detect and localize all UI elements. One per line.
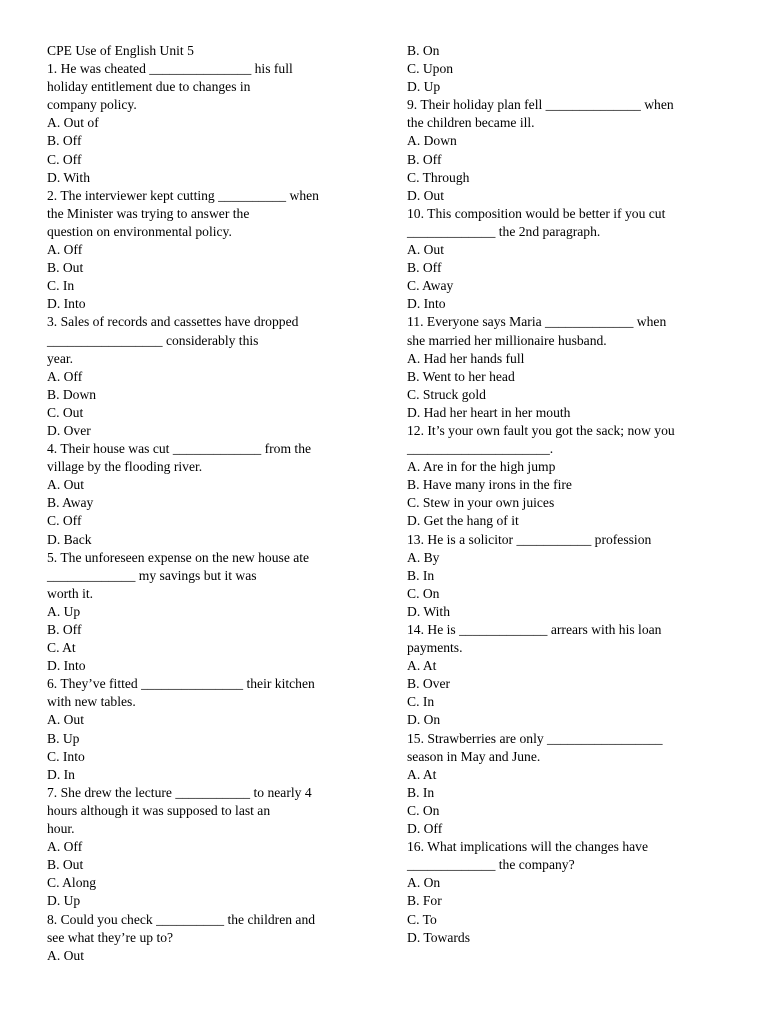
text-line: D. Out bbox=[407, 187, 445, 203]
text-line: season in May and June. bbox=[407, 748, 541, 764]
text-line: holiday entitlement due to changes in bbox=[47, 79, 251, 95]
text-line: worth it. bbox=[47, 585, 94, 601]
text-line: D. Over bbox=[47, 422, 91, 438]
text-line: D. Into bbox=[47, 658, 86, 674]
text-line: year. bbox=[47, 350, 74, 366]
text-line: 13. He is a solicitor ___________ profession bbox=[407, 531, 652, 547]
text-line: 9. Their holiday plan fell ______________ when bbox=[407, 97, 674, 113]
text-line: _____________ my savings but it was bbox=[47, 567, 257, 583]
text-line: C. On bbox=[407, 585, 440, 601]
text-line: D. Towards bbox=[407, 929, 470, 945]
text-line: C. In bbox=[47, 278, 75, 294]
text-line: C. Stew in your own juices bbox=[407, 495, 555, 511]
text-line: C. Upon bbox=[407, 61, 454, 77]
text-line: C. In bbox=[407, 694, 435, 710]
text-line: D. Back bbox=[47, 531, 92, 547]
text-line: B. On bbox=[407, 43, 440, 58]
text-line: A. By bbox=[407, 549, 440, 565]
text-line: B. Over bbox=[407, 676, 451, 692]
text-line: _________________ considerably this bbox=[47, 332, 259, 348]
text-line: _____________ the company? bbox=[407, 857, 575, 873]
text-line: C. Through bbox=[407, 169, 470, 185]
right-column bbox=[407, 42, 727, 947]
text-line: 14. He is _____________ arrears with his loan bbox=[407, 622, 662, 637]
text-line: B. Down bbox=[47, 386, 97, 402]
text-line: A. Had her hands full bbox=[407, 350, 525, 366]
left-column bbox=[47, 42, 365, 965]
text-line: B. Off bbox=[407, 151, 442, 167]
text-line: A. Down bbox=[407, 133, 457, 149]
text-line: 15. Strawberries are only _________________ bbox=[407, 730, 663, 746]
text-line: C. Away bbox=[407, 278, 454, 294]
text-line: A. At bbox=[407, 658, 437, 674]
text-line: village by the flooding river. bbox=[47, 459, 203, 475]
text-line: 3. Sales of records and cassettes have dropped bbox=[47, 314, 299, 330]
text-line: B. In bbox=[407, 784, 435, 800]
text-line: payments. bbox=[407, 640, 463, 656]
text-line: D. Had her heart in her mouth bbox=[407, 404, 571, 420]
text-line: she married her millionaire husband. bbox=[407, 332, 607, 348]
text-line: A. Up bbox=[47, 603, 81, 619]
text-line: B. Have many irons in the fire bbox=[407, 477, 572, 493]
text-line: D. On bbox=[407, 712, 441, 728]
text-line: C. To bbox=[407, 911, 437, 927]
text-line: C. Struck gold bbox=[407, 386, 486, 402]
text-line: _____________ the 2nd paragraph. bbox=[407, 223, 601, 239]
text-line: B. Off bbox=[47, 622, 82, 637]
text-line: B. Away bbox=[47, 495, 94, 511]
text-line: the children became ill. bbox=[407, 115, 535, 131]
text-line: D. Off bbox=[407, 821, 443, 837]
text-line: C. Along bbox=[47, 875, 97, 891]
text-line: A. Out bbox=[47, 947, 85, 963]
text-line: B. Off bbox=[47, 133, 82, 149]
text-line: hour. bbox=[47, 821, 75, 837]
text-line: D. In bbox=[47, 766, 75, 782]
text-line: C. On bbox=[407, 802, 440, 818]
text-line: A. Off bbox=[47, 839, 83, 855]
text-line: A. Are in for the high jump bbox=[407, 459, 556, 475]
text-line: B. Went to her head bbox=[407, 368, 515, 384]
text-line: B. Up bbox=[47, 730, 80, 746]
text-line: A. Out bbox=[47, 477, 85, 493]
text-line: A. At bbox=[407, 766, 437, 782]
text-line: A. Off bbox=[47, 368, 83, 384]
text-line: 12. It’s your own fault you got the sack; now you bbox=[407, 422, 675, 438]
text-line: B. Off bbox=[407, 260, 442, 276]
text-line: 1. He was cheated _______________ his full bbox=[47, 61, 293, 77]
text-line: D. Get the hang of it bbox=[407, 513, 519, 529]
text-line: C. Off bbox=[47, 151, 82, 167]
text-line: question on environmental policy. bbox=[47, 223, 232, 239]
text-line: 2. The interviewer kept cutting __________ when bbox=[47, 187, 319, 203]
text-line: 11. Everyone says Maria _____________ when bbox=[407, 314, 667, 330]
text-line: C. At bbox=[47, 640, 76, 656]
text-line: 4. Their house was cut _____________ from the bbox=[47, 441, 312, 457]
text-line: see what they’re up to? bbox=[47, 929, 174, 945]
text-line: C. Off bbox=[47, 513, 82, 529]
text-line: hours although it was supposed to last an bbox=[47, 802, 271, 818]
text-line: 8. Could you check __________ the children and bbox=[47, 911, 316, 927]
text-line: A. On bbox=[407, 875, 441, 891]
text-line: D. Up bbox=[407, 79, 441, 95]
text-line: B. Out bbox=[47, 260, 84, 276]
text-line: 16. What implications will the changes have bbox=[407, 839, 648, 855]
text-line: 7. She drew the lecture ___________ to nearly 4 bbox=[47, 784, 312, 800]
text-line: D. With bbox=[407, 603, 451, 619]
text-line: 6. They’ve fitted _______________ their kitchen bbox=[47, 676, 315, 692]
text-line: D. With bbox=[47, 169, 91, 185]
text-line: _____________________. bbox=[407, 441, 554, 457]
text-line: A. Out bbox=[47, 712, 85, 728]
text-line: the Minister was trying to answer the bbox=[47, 205, 250, 221]
text-line: C. Into bbox=[47, 748, 85, 764]
text-line: A. Out bbox=[407, 242, 445, 258]
text-line: CPE Use of English Unit 5 bbox=[47, 43, 194, 58]
text-line: with new tables. bbox=[47, 694, 136, 710]
text-line: 5. The unforeseen expense on the new house ate bbox=[47, 549, 310, 565]
text-line: A. Off bbox=[47, 242, 83, 258]
text-line: C. Out bbox=[47, 404, 84, 420]
text-line: 10. This composition would be better if you cut bbox=[407, 205, 666, 221]
text-line: D. Up bbox=[47, 893, 81, 909]
text-line: D. Into bbox=[407, 296, 446, 312]
text-line: D. Into bbox=[47, 296, 86, 312]
text-line: B. In bbox=[407, 567, 435, 583]
text-line: B. Out bbox=[47, 857, 84, 873]
text-line: company policy. bbox=[47, 97, 137, 113]
text-line: A. Out of bbox=[47, 115, 99, 131]
text-line: B. For bbox=[407, 893, 442, 909]
